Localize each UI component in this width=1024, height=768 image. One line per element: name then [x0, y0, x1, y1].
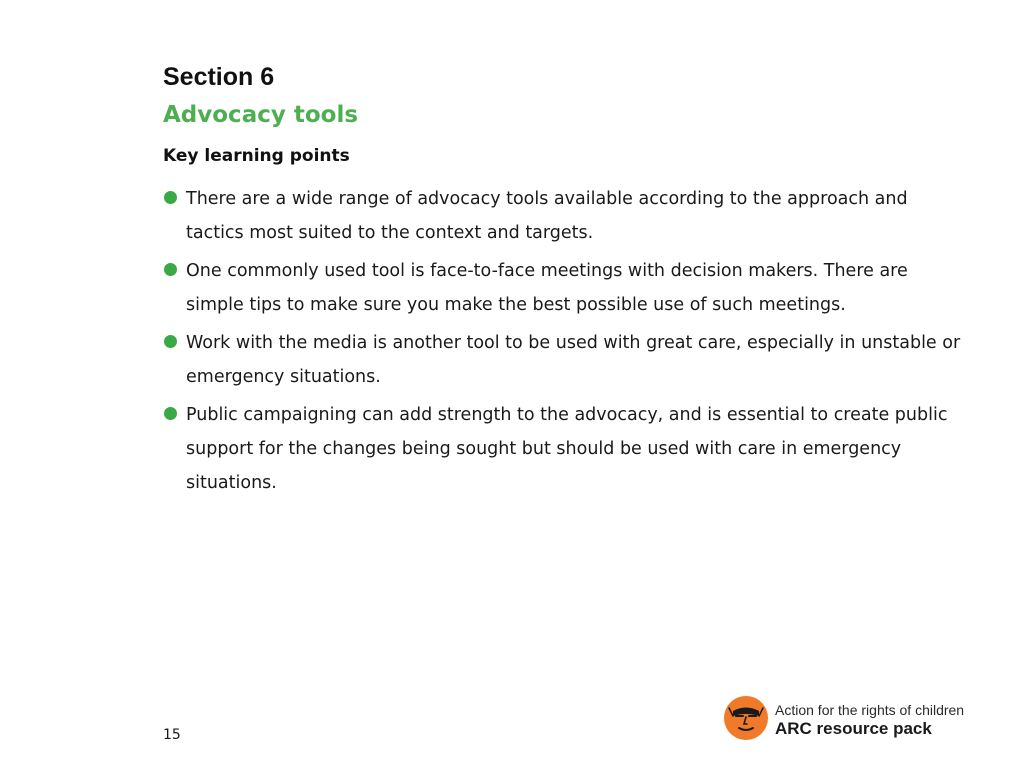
key-point-item: [163, 182, 963, 250]
key-point-item: [163, 398, 963, 500]
key-point-text: There are a wide range of advocacy tools available according to the approach and tactics most suited to the context and targets.: [186, 189, 908, 243]
arc-logo: [723, 695, 973, 745]
section-subtitle: Advocacy tools: [163, 102, 359, 128]
bullet-icon: [164, 407, 177, 420]
key-point-text: Public campaigning can add strength to the advocacy, and is essential to create public support for the changes being sought but should be used with care in emergency situations.: [186, 405, 948, 493]
bullet-icon: [164, 335, 177, 348]
section-title: Section 6: [163, 63, 275, 91]
key-point-item: [163, 326, 963, 394]
key-learning-heading: Key learning points: [163, 146, 350, 166]
page-number: 15: [163, 727, 181, 743]
key-points-list: [163, 182, 963, 504]
key-point-text: One commonly used tool is face-to-face meetings with decision makers. There are simple tips to make sure you make the best possible use of such meetings.: [186, 261, 908, 315]
key-point-text: Work with the media is another tool to be used with great care, especially in unstable or emergency situations.: [186, 333, 961, 387]
logo-tagline: Action for the rights of children: [775, 702, 965, 718]
key-point-item: [163, 254, 963, 322]
logo-name: ARC resource pack: [775, 719, 932, 738]
bullet-icon: [164, 263, 177, 276]
bullet-icon: [164, 191, 177, 204]
arc-face-logo-icon: [723, 695, 769, 741]
